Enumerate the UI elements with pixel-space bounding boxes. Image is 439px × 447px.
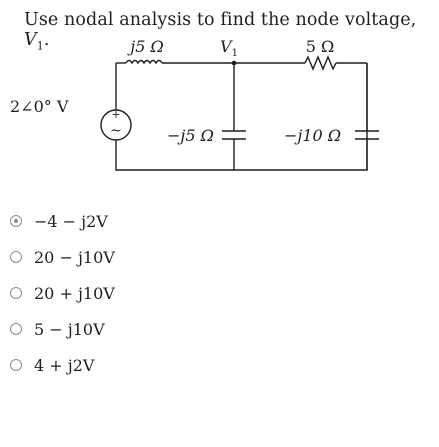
option-3-label: 20 + j10V	[34, 283, 115, 303]
option-4[interactable]	[10, 311, 310, 347]
radio-option-4[interactable]	[10, 323, 22, 335]
question-variable: V	[24, 30, 37, 50]
option-4-label: 5 − j10V	[34, 319, 105, 339]
node-dot	[232, 61, 237, 66]
option-2-label: 20 − j10V	[34, 247, 115, 267]
source-label: 2∠0° V	[10, 97, 69, 116]
question-variable-subscript: 1	[36, 39, 44, 53]
source-plus-sign: +	[111, 108, 121, 121]
wire-left-top	[116, 63, 367, 170]
option-5-label: 4 + j2V	[34, 355, 95, 375]
resistor-5	[305, 57, 336, 69]
node-label: $V_1$	[220, 37, 238, 59]
radio-option-5[interactable]	[10, 359, 22, 371]
radio-option-1[interactable]	[10, 215, 22, 227]
right-cap-label: −j10 Ω	[284, 126, 342, 145]
question-body: Use nodal analysis to find the node voltage,	[24, 10, 417, 30]
circuit-diagram	[0, 0, 439, 200]
middle-cap-label: −j5 Ω	[167, 126, 214, 145]
option-1[interactable]	[10, 203, 310, 239]
option-2[interactable]	[10, 239, 310, 275]
radio-option-3[interactable]	[10, 287, 22, 299]
source-tilde: ~	[110, 123, 122, 139]
option-5[interactable]	[10, 347, 310, 383]
option-1-label: −4 − j2V	[34, 211, 108, 231]
resistor-label: 5 Ω	[305, 37, 335, 56]
radio-option-2[interactable]	[10, 251, 22, 263]
inductor-j5	[126, 61, 162, 64]
inductor-label: j5 Ω	[130, 37, 164, 56]
option-3[interactable]	[10, 275, 310, 311]
question-period: .	[43, 30, 50, 50]
